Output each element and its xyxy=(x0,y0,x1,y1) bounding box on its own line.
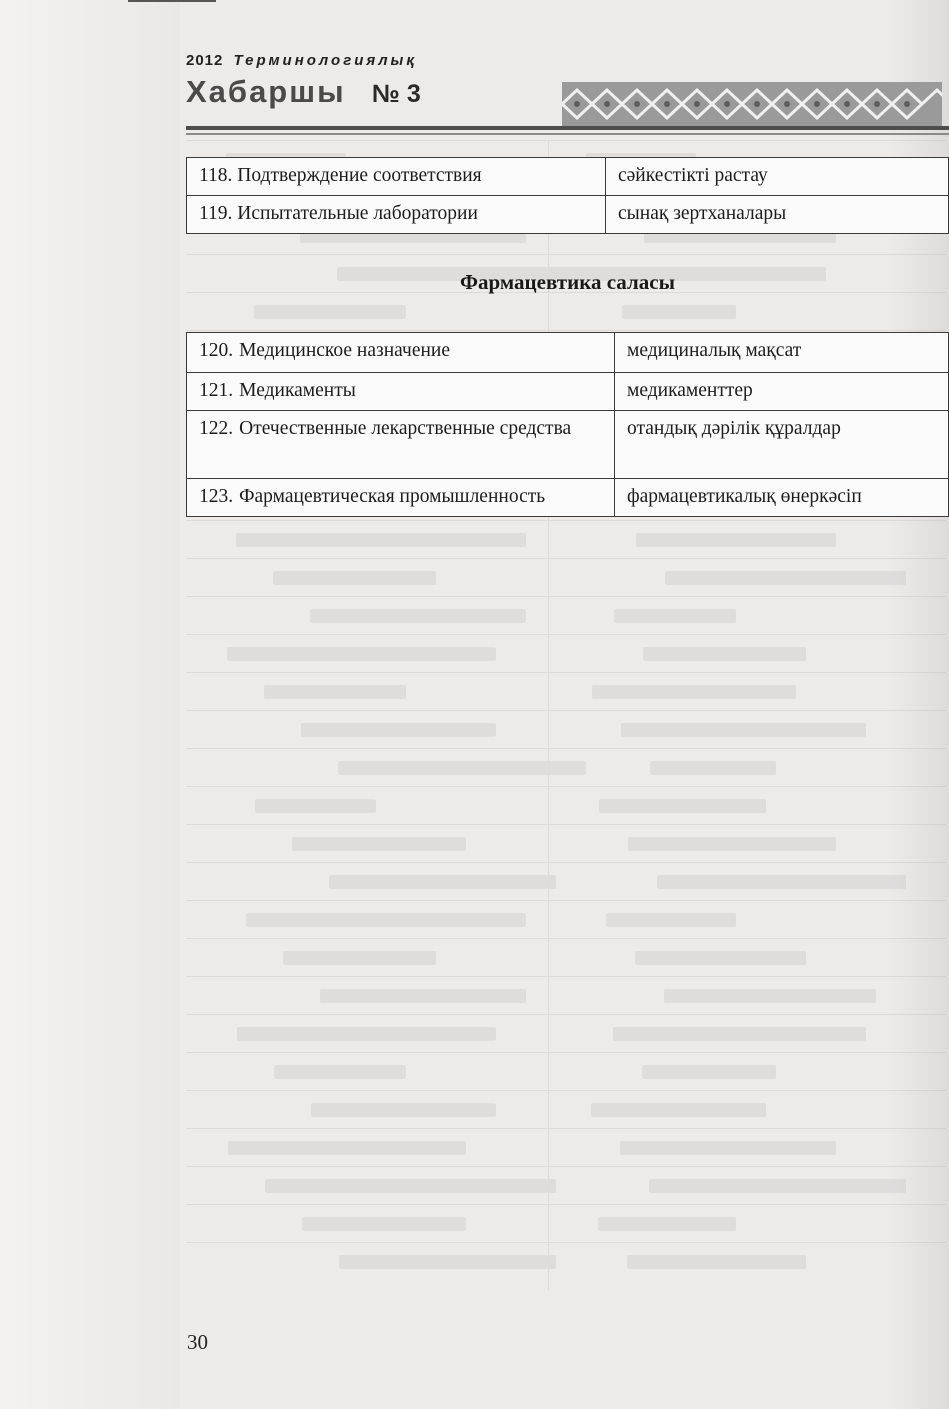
term-ru-text: Отечественные лекарственные средства xyxy=(239,418,572,439)
bleed-row xyxy=(186,938,946,977)
bleed-text xyxy=(599,799,766,813)
header-top-line xyxy=(186,52,417,69)
bleed-text xyxy=(246,913,526,927)
term-number: 122. xyxy=(199,418,234,439)
bleed-text xyxy=(339,1255,556,1269)
term-ru xyxy=(187,373,615,411)
bleed-text xyxy=(613,1027,866,1041)
header-series-title: Терминологиялық xyxy=(233,52,417,69)
bleed-text xyxy=(621,723,866,737)
header-journal-line xyxy=(186,74,421,110)
bleed-row xyxy=(186,748,946,787)
table-row xyxy=(187,373,949,411)
term-ru: 119. Испытательные лаборатории xyxy=(187,196,606,234)
bleed-row xyxy=(186,1204,946,1243)
term-kk: отандық дәрілік құралдар xyxy=(615,411,949,479)
bleed-text xyxy=(636,533,836,547)
bleed-text xyxy=(301,723,496,737)
table-row xyxy=(187,158,949,196)
term-ru-text: Фармацевтическая промышленность xyxy=(239,486,546,507)
issue-number: № 3 xyxy=(372,80,421,108)
section-title: Фармацевтика саласы xyxy=(459,270,675,294)
terms-table-pharmaceutics xyxy=(186,332,949,517)
bleed-row xyxy=(186,634,946,673)
bleed-text xyxy=(320,989,526,1003)
bleed-text xyxy=(664,989,876,1003)
bleed-row xyxy=(186,786,946,825)
terms-table-standards xyxy=(186,157,949,234)
bleed-text xyxy=(237,1027,496,1041)
bleed-row xyxy=(186,1090,946,1129)
bleed-row xyxy=(186,1242,946,1281)
bleed-text xyxy=(650,761,776,775)
header-rule-thin xyxy=(186,133,949,135)
bleed-row xyxy=(186,1128,946,1167)
bleed-text xyxy=(665,571,906,585)
bleed-text xyxy=(592,685,796,699)
bleed-row xyxy=(186,672,946,711)
bleed-text xyxy=(228,1141,466,1155)
term-kk: сәйкестікті растау xyxy=(606,158,949,196)
term-ru-text: Медикаменты xyxy=(239,380,356,401)
bleed-text xyxy=(649,1179,906,1193)
table-row xyxy=(187,411,949,479)
bleed-text xyxy=(311,1103,496,1117)
table-row xyxy=(187,196,949,234)
bleed-text xyxy=(292,837,466,851)
term-ru xyxy=(187,411,615,479)
bleed-text xyxy=(302,1217,466,1231)
bleed-text xyxy=(620,1141,836,1155)
bleed-divider xyxy=(548,140,549,1290)
bleed-text xyxy=(254,305,406,319)
bleed-text xyxy=(310,609,526,623)
header-rule xyxy=(186,126,949,130)
bleed-text xyxy=(591,1103,766,1117)
journal-name: Хабаршы xyxy=(186,74,346,109)
term-ru xyxy=(187,479,615,517)
bleed-text xyxy=(598,1217,736,1231)
bleed-text xyxy=(643,647,806,661)
bleed-text xyxy=(657,875,906,889)
term-number: 121. xyxy=(199,380,234,401)
journal-header xyxy=(186,52,949,136)
bleed-text xyxy=(255,799,376,813)
bleed-row xyxy=(186,1052,946,1091)
bleed-text xyxy=(338,761,586,775)
bleed-row xyxy=(186,976,946,1015)
table-row xyxy=(187,333,949,373)
bleed-text xyxy=(606,913,736,927)
term-ru-text: Медицинское назначение xyxy=(239,340,451,361)
term-kk: сынақ зертханалары xyxy=(606,196,949,234)
bleed-row xyxy=(186,862,946,901)
page-number: 30 xyxy=(187,1330,208,1354)
bleed-text xyxy=(273,571,436,585)
bleed-row xyxy=(186,1166,946,1205)
bleed-text xyxy=(283,951,436,965)
bleed-text xyxy=(274,1065,406,1079)
bleed-text xyxy=(236,533,526,547)
scan-mark xyxy=(128,0,216,2)
bleed-text xyxy=(265,1179,556,1193)
bleed-text xyxy=(614,609,736,623)
bleed-text xyxy=(642,1065,776,1079)
term-number: 123. xyxy=(199,486,234,507)
bleed-text xyxy=(622,305,736,319)
ornament-band-icon xyxy=(562,82,942,126)
bleed-text xyxy=(627,1255,806,1269)
table-row xyxy=(187,479,949,517)
term-ru xyxy=(187,333,615,373)
bleed-row xyxy=(186,596,946,635)
bleed-through xyxy=(186,140,946,1290)
bleed-row xyxy=(186,1014,946,1053)
bleed-text xyxy=(227,647,496,661)
bleed-text xyxy=(628,837,836,851)
bleed-row xyxy=(186,520,946,559)
bleed-row xyxy=(186,710,946,749)
term-number: 120. xyxy=(199,340,234,361)
header-year: 2012 xyxy=(186,52,224,69)
bleed-row xyxy=(186,558,946,597)
bleed-row xyxy=(186,824,946,863)
term-kk: медициналық мақсат xyxy=(615,333,949,373)
bleed-row xyxy=(186,900,946,939)
bleed-text xyxy=(635,951,806,965)
bleed-row xyxy=(186,292,946,331)
bleed-text xyxy=(264,685,406,699)
term-kk: фармацевтикалық өнеркәсіп xyxy=(615,479,949,517)
bleed-text xyxy=(329,875,556,889)
term-kk: медикаменттер xyxy=(615,373,949,411)
term-ru: 118. Подтверждение соответствия xyxy=(187,158,606,196)
